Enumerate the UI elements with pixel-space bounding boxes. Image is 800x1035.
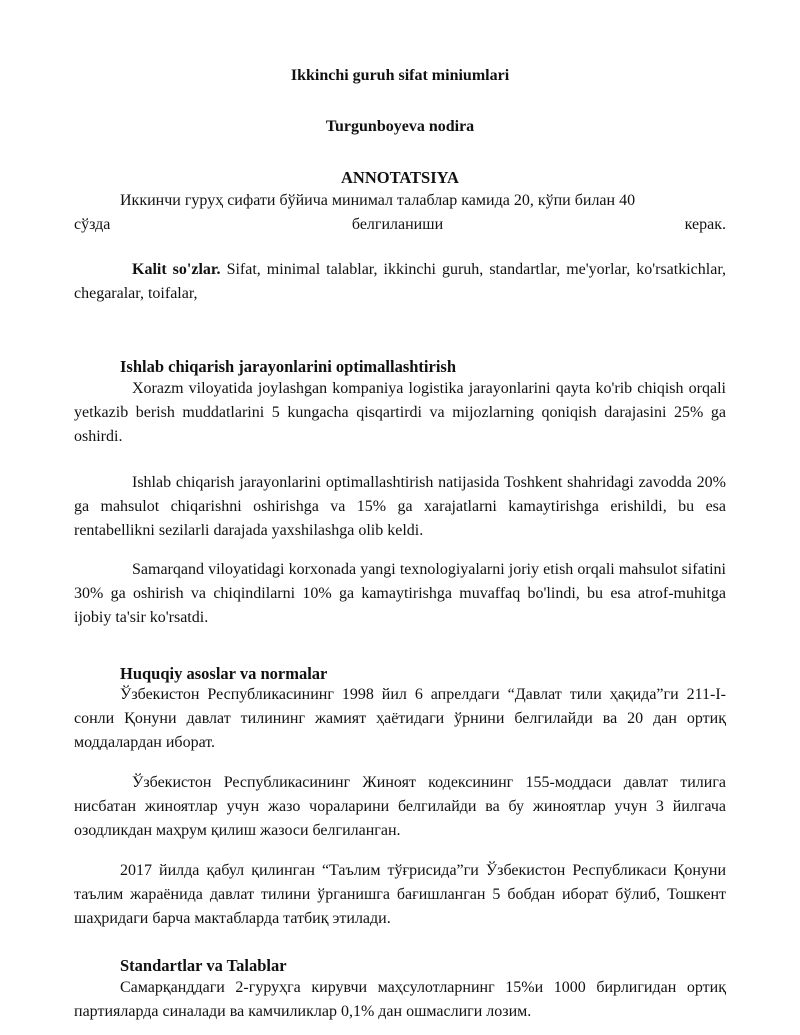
paragraph: Xorazm viloyatida joylashgan kompaniya logistika jarayonlarini qayta ko'rib chiqish orqali yetkazib berish muddatlarini 5 kungacha qisqartirdi va mijozlarning qoniqish darajasini 25% ga oshirdi.	[74, 380, 726, 445]
keywords-label: Kalit so'zlar.	[132, 261, 221, 278]
section-heading: Ishlab chiqarish jarayonlarini optimallashtirish	[120, 357, 457, 376]
annotation-line: Иккинчи гуруҳ сифати бўйича минимал талаблар камида 20, кўпи билан 40	[120, 192, 636, 209]
annotation-line-justified	[74, 213, 726, 237]
paragraph: Ўзбекистон Республикасининг 1998 йил 6 апрелдаги “Давлат тили ҳақида”ги 211-I-сонли Қонуни давлат тилининг жамият ҳаётидаги ўрнини белгилайди ва 20 дан ортиқ моддалардан иборат.	[74, 686, 726, 751]
annotation-word: белгиланиши	[351, 216, 444, 233]
paragraph: Ishlab chiqarish jarayonlarini optimallashtirish natijasida Toshkent shahridagi zavodda 20% ga mahsulot chiqarishni oshirishga va 15% ga xarajatlarni kamaytirishga erishildi, bu esa rentabellikni sezilarli darajada yaxshilashga olib keldi.	[74, 474, 726, 539]
keywords-paragraph	[74, 258, 726, 306]
annotation-paragraph	[74, 189, 726, 237]
annotation-word: сўзда	[74, 216, 111, 233]
section-heading: Standartlar va Talablar	[120, 956, 287, 975]
annotation-heading: ANNOTATSIYA	[341, 168, 459, 187]
paragraph: Самарқанддаги 2-гуруҳга кирувчи маҳсулотларнинг 15%и 1000 бирлигидан ортиқ партияларда синалади ва камчиликлар 0,1% дан ошмаслиги лозим.	[74, 979, 726, 1020]
keywords-text: Sifat, minimal talablar, ikkinchi guruh, standartlar, me'yorlar, ko'rsatkichlar, chegaralar, toifalar,	[74, 261, 727, 302]
section-heading: Huquqiy asoslar va normalar	[120, 664, 328, 683]
document-title: Ikkinchi guruh sifat miniumlari	[290, 67, 510, 84]
annotation-word: керак.	[684, 216, 726, 233]
paragraph: 2017 йилда қабул қилинган “Таълим тўғрисида”ги Ўзбекистон Республикаси Қонуни таълим жараёнида давлат тилини ўрганишга бағишланган 5 бобдан иборат бўлиб, Тошкент шаҳридаги барча мактабларда татбиқ этилади.	[74, 862, 726, 927]
paragraph: Ўзбекистон Республикасининг Жиноят кодексининг 155-моддаси давлат тилига нисбатан жиноятлар учун жазо чораларини белгилайди ва бу жиноятлар учун 3 йилгача озодликдан маҳрум қилиш жазоси белгиланган.	[74, 774, 726, 839]
paragraph: Samarqand viloyatidagi korxonada yangi texnologiyalarni joriy etish orqali mahsulot sifatini 30% ga oshirish va chiqindilarni 10% ga kamaytirishga muvaffaq bo'lindi, bu esa atrof-muhitga ijobiy ta'sir ko'rsatdi.	[74, 561, 726, 626]
document-author: Turgunboyeva nodira	[325, 118, 475, 135]
